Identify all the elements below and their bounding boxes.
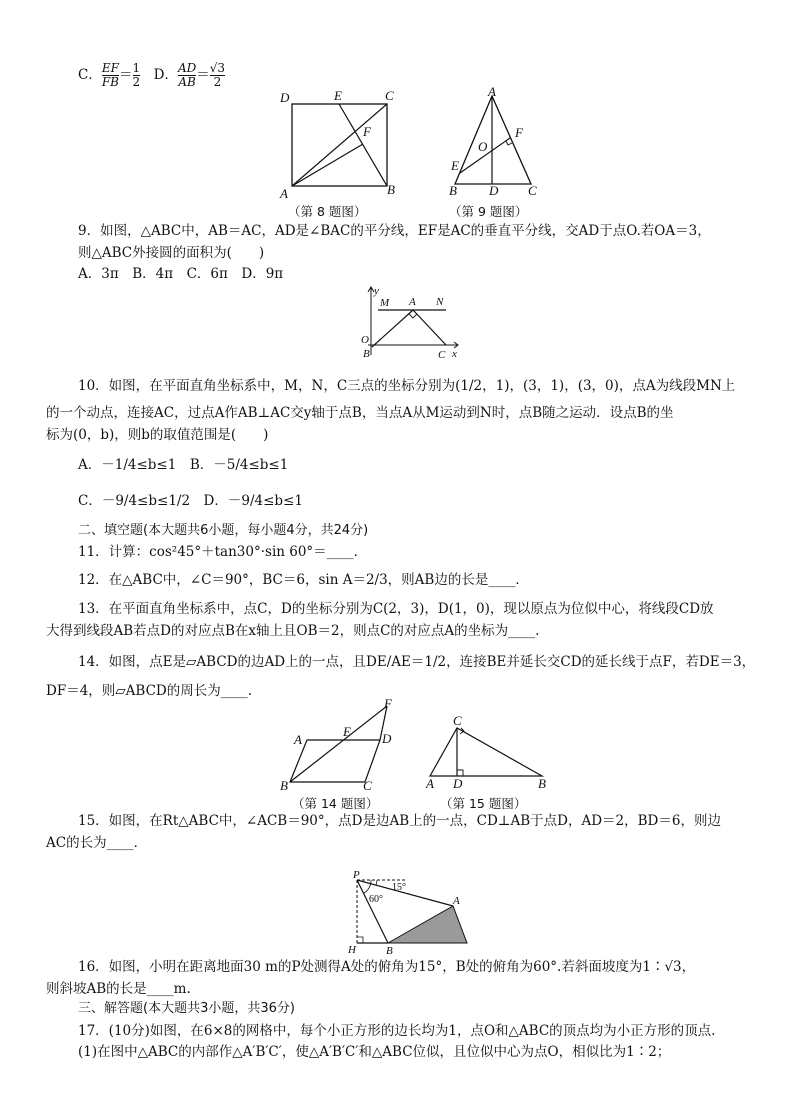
slope-shaded: [388, 906, 467, 943]
label-e: E: [334, 88, 342, 103]
figure-9: [445, 86, 545, 201]
label-c: C: [528, 183, 537, 198]
q8-options: [78, 62, 225, 89]
label-b: B: [363, 348, 370, 360]
q10-options-ab: A．－1/4≤b≤1 B．－5/4≤b≤1: [78, 457, 289, 473]
q15-line-2: AC的长为____．: [46, 835, 148, 851]
q14-line-2: DF＝4，则▱ABCD的周长为____.: [46, 683, 253, 699]
label-f: F: [384, 696, 392, 711]
q17-line-1: 17．(10分)如图，在6×8的网格中，每个小正方形的边长均为1，点O和△ABC的顶点均为小正方形的顶点.: [78, 1023, 716, 1039]
label-o: O: [361, 334, 369, 346]
diagonal-ac: [292, 104, 387, 186]
q12: 12．在△ABC中，∠C＝90°，BC＝6，sin A＝2/3，则AB边的长是____．: [78, 572, 529, 588]
figure-14: [280, 698, 405, 796]
caption-fig15: （第 15 题图）: [440, 796, 527, 811]
q9-line-1: 9．如图，△ABC中，AB＝AC，AD是∠BAC的平分线，EF是AC的垂直平分线，交AD于点O.若OA＝3，: [78, 223, 711, 239]
figure-8: [275, 86, 405, 206]
triangle-abc: [455, 96, 531, 184]
label-a: A: [453, 895, 460, 907]
label-d: D: [489, 183, 499, 198]
caption-fig14: （第 14 题图）: [292, 796, 379, 811]
label-x: x: [452, 348, 457, 360]
label-d: D: [280, 90, 290, 105]
label-b: B: [386, 945, 393, 957]
figure-16: [345, 868, 475, 958]
triangle-abc: [430, 728, 542, 776]
label-c: C: [453, 713, 462, 728]
q8-option-c-render: C． $\frac{EF}{FB}=$ $\frac{1}{2}$ D． $\frac{AD}{AB}=$ $\frac{√3}{2}$: [78, 61, 226, 89]
label-a: A: [280, 186, 288, 201]
q14-line-1: 14．如图，点E是▱ABCD的边AD上的一点，且DE/AE＝1/2，连接BE并延长交CD的延长线于点F，若DE＝3，: [78, 654, 756, 670]
section-2-heading: 二、填空题(本大题共6小题，每小题4分，共24分): [78, 523, 369, 538]
q10-line-1: 10．如图，在平面直角坐标系中，M，N，C三点的坐标分别为(1/2，1)，(3，1)，(3，0)，点A为线段MN上: [78, 378, 736, 394]
label-d: D: [453, 776, 463, 791]
label-o: O: [478, 139, 488, 154]
segment-bf: [290, 706, 387, 782]
label-angle-15: 15°: [392, 882, 406, 893]
label-b: B: [387, 182, 395, 197]
label-f: F: [515, 125, 523, 140]
right-angle-mark: [409, 314, 417, 318]
segment-eb: [339, 104, 387, 186]
label-b: B: [449, 183, 457, 198]
q10-line-2: 的一个动点，连接AC，过点A作AB⊥AC交y轴于点B，当点A从M运动到N时，点B随之运动．设点B的坐: [46, 405, 674, 421]
q13-line-1: 13．在平面直角坐标系中，点C，D的坐标分别为C(2，3)，D(1，0)，现以原点为位似中心，将线段CD放: [78, 601, 714, 617]
label-b: B: [280, 778, 288, 793]
q10-options-cd: C．－9/4≤b≤1/2 D．－9/4≤b≤1: [78, 493, 303, 509]
angle-arc-15: [376, 880, 377, 885]
label-a: A: [409, 296, 416, 308]
figure-15: [420, 712, 550, 792]
q13-line-2: 大得到线段AB若点D的对应点B在x轴上且OB＝2，则点C的对应点A的坐标为____.: [46, 623, 540, 639]
label-c: C: [363, 778, 372, 793]
label-f: F: [363, 124, 371, 139]
figure-10: [358, 283, 463, 361]
caption-fig9: （第 9 题图）: [449, 204, 528, 219]
q10-line-3: 标为(0，b)，则b的取值范围是( ): [46, 427, 269, 443]
label-c: C: [438, 349, 446, 361]
segment-ac: [413, 310, 446, 345]
q11: 11．计算：cos²45°＋tan30°·sin 60°＝____．: [78, 544, 368, 560]
label-y: y: [374, 285, 379, 297]
q9-line-2: 则△ABC外接圆的面积为( ): [78, 245, 265, 261]
label-e: E: [343, 724, 351, 739]
q16-line-2: 则斜坡AB的长是____m.: [46, 981, 191, 997]
right-angle-mark: [357, 937, 363, 943]
label-d: D: [382, 731, 392, 746]
sight-line-pb: [357, 880, 388, 943]
label-c: C: [385, 88, 394, 103]
label-e: E: [451, 158, 459, 173]
q9-options: A．3π B．4π C．6π D．9π: [78, 266, 284, 282]
q17-line-2: (1)在图中△ABC的内部作△A′B′C′，使△A′B′C′和△ABC位似，且位似中心为点O，相似比为1∶2；: [78, 1044, 671, 1060]
segment-ba: [372, 310, 413, 347]
segment-af: [292, 144, 363, 186]
q15-line-1: 15．如图，在Rt△ABC中，∠ACB＝90°，点D是边AB上的一点，CD⊥AB于点D，AD＝2，BD＝6，则边: [78, 813, 721, 829]
label-m: M: [380, 297, 390, 309]
right-angle-mark: [506, 141, 512, 145]
label-a: A: [294, 732, 302, 747]
label-n: N: [436, 296, 444, 308]
section-3-heading: 三、解答题(本大题共3小题，共36分): [78, 1001, 295, 1016]
label-a: A: [488, 84, 496, 99]
label-h: H: [348, 944, 356, 956]
caption-fig8: （第 8 题图）: [288, 204, 367, 219]
label-angle-60: 60°: [369, 894, 383, 905]
label-p: P: [353, 869, 360, 881]
q16-line-1: 16．如图，小明在距离地面30 m的P处测得A处的俯角为15°，B处的俯角为60°.若斜面坡度为1∶√3，: [78, 959, 696, 975]
label-b: B: [538, 776, 546, 791]
label-a: A: [426, 776, 434, 791]
